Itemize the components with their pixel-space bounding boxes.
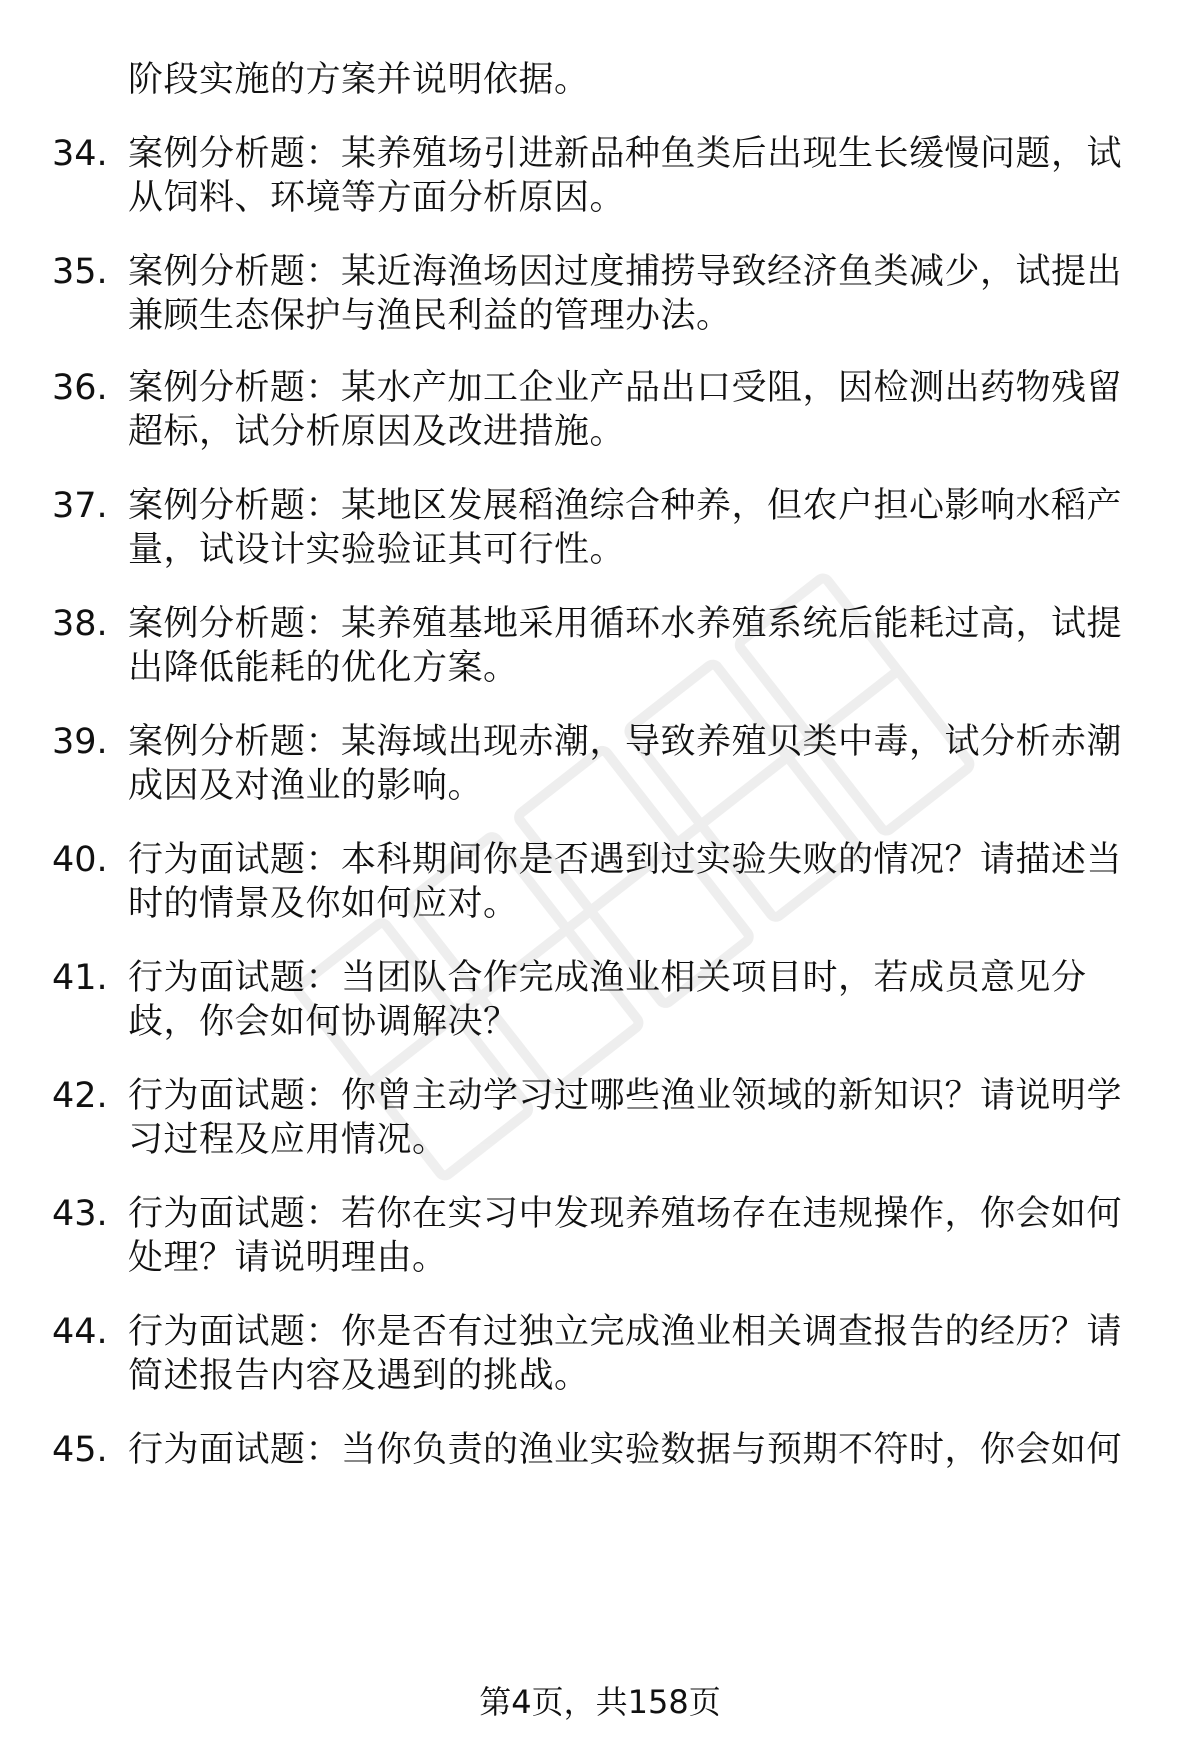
question-number: 41. xyxy=(52,958,108,998)
question-number: 43. xyxy=(52,1194,108,1234)
question-number: 37. xyxy=(52,486,108,526)
question-number: 39. xyxy=(52,722,108,762)
question-number: 44. xyxy=(52,1312,108,1352)
question-text-line2: 简述报告内容及遇到的挑战。 xyxy=(128,1356,590,1396)
question-text-line1: 案例分析题：某养殖基地采用循环水养殖系统后能耗过高，试提 xyxy=(128,604,1123,644)
question-number: 40. xyxy=(52,840,108,880)
question-number: 34. xyxy=(52,134,108,174)
question-text-line2: 成因及对渔业的影响。 xyxy=(128,766,484,806)
page-number-footer: 第4页，共158页 xyxy=(479,1683,721,1721)
question-text-line1: 案例分析题：某近海渔场因过度捕捞导致经济鱼类减少，试提出 xyxy=(128,252,1123,292)
question-text-line1: 行为面试题：当团队合作完成渔业相关项目时，若成员意见分 xyxy=(128,958,1087,998)
question-number: 38. xyxy=(52,604,108,644)
question-text-line2: 出降低能耗的优化方案。 xyxy=(128,648,519,688)
question-text-line1: 案例分析题：某水产加工企业产品出口受阻，因检测出药物残留 xyxy=(128,368,1123,408)
question-text-line1: 案例分析题：某海域出现赤潮，导致养殖贝类中毒，试分析赤潮 xyxy=(128,722,1123,762)
question-text-line1: 案例分析题：某地区发展稻渔综合种养，但农户担心影响水稻产 xyxy=(128,486,1123,526)
question-text-line1: 行为面试题：你曾主动学习过哪些渔业领域的新知识？请说明学 xyxy=(128,1076,1123,1116)
question-text-line1: 案例分析题：某养殖场引进新品种鱼类后出现生长缓慢问题，试 xyxy=(128,134,1123,174)
question-text-line2: 处理？请说明理由。 xyxy=(128,1238,448,1278)
question-text-line2: 超标，试分析原因及改进措施。 xyxy=(128,412,626,452)
question-text-line2: 量，试设计实验验证其可行性。 xyxy=(128,530,626,570)
question-text-line2: 歧，你会如何协调解决？ xyxy=(128,1002,519,1042)
question-text-line2: 从饲料、环境等方面分析原因。 xyxy=(128,178,626,218)
question-text-line1: 行为面试题：你是否有过独立完成渔业相关调查报告的经历？请 xyxy=(128,1312,1123,1352)
continuation-line: 阶段实施的方案并说明依据。 xyxy=(128,60,590,100)
question-number: 42. xyxy=(52,1076,108,1116)
question-text-line2: 时的情景及你如何应对。 xyxy=(128,884,519,924)
question-text-line1: 行为面试题：当你负责的渔业实验数据与预期不符时，你会如何 xyxy=(128,1430,1123,1470)
question-text-line2: 兼顾生态保护与渔民利益的管理办法。 xyxy=(128,296,732,336)
question-text-line1: 行为面试题：若你在实习中发现养殖场存在违规操作，你会如何 xyxy=(128,1194,1123,1234)
question-text-line1: 行为面试题：本科期间你是否遇到过实验失败的情况？请描述当 xyxy=(128,840,1123,880)
question-number: 45. xyxy=(52,1430,108,1470)
question-number: 35. xyxy=(52,252,108,292)
question-number: 36. xyxy=(52,368,108,408)
question-text-line2: 习过程及应用情况。 xyxy=(128,1120,448,1160)
